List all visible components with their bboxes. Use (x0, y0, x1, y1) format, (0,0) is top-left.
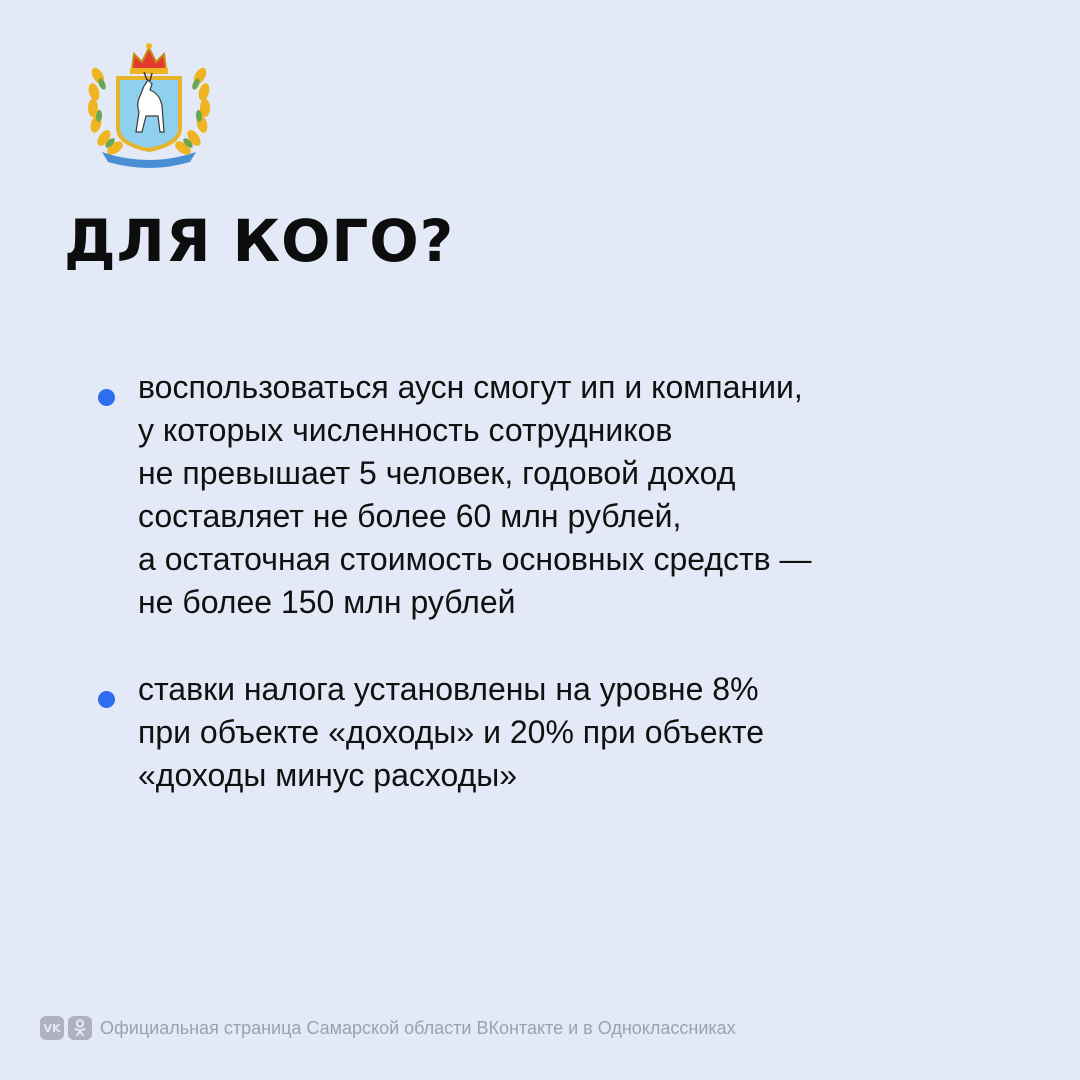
odnoklassniki-icon[interactable] (68, 1016, 92, 1040)
bullet-dot (98, 691, 115, 708)
footer-text: Официальная страница Самарской области ВКонтакте и в Одноклассниках (100, 1017, 736, 1038)
text-line: а остаточная стоимость основных средств — (138, 541, 812, 577)
text-line: «доходы минус расходы» (138, 757, 518, 793)
footer (40, 1016, 736, 1040)
list-item (96, 668, 996, 797)
bullet-dot (98, 389, 115, 406)
bullet-text (138, 668, 996, 797)
page-title: ДЛЯ КОГО? (64, 207, 455, 275)
text-line: воспользоваться аусн смогут ип и компании, (138, 369, 803, 405)
list-item (96, 366, 996, 624)
vk-icon[interactable]: VK (40, 1016, 64, 1040)
text-line: не превышает 5 человек, годовой доход (138, 455, 736, 491)
coat-of-arms-emblem (84, 40, 214, 172)
text-line: составляет не более 60 млн рублей, (138, 498, 682, 534)
text-line: при объекте «доходы» и 20% при объекте (138, 714, 764, 750)
text-line: ставки налога установлены на уровне 8% (138, 671, 759, 707)
text-line: у которых численность сотрудников (138, 412, 673, 448)
bullet-list (96, 366, 996, 841)
text-line: не более 150 млн рублей (138, 584, 516, 620)
bullet-text (138, 366, 996, 624)
